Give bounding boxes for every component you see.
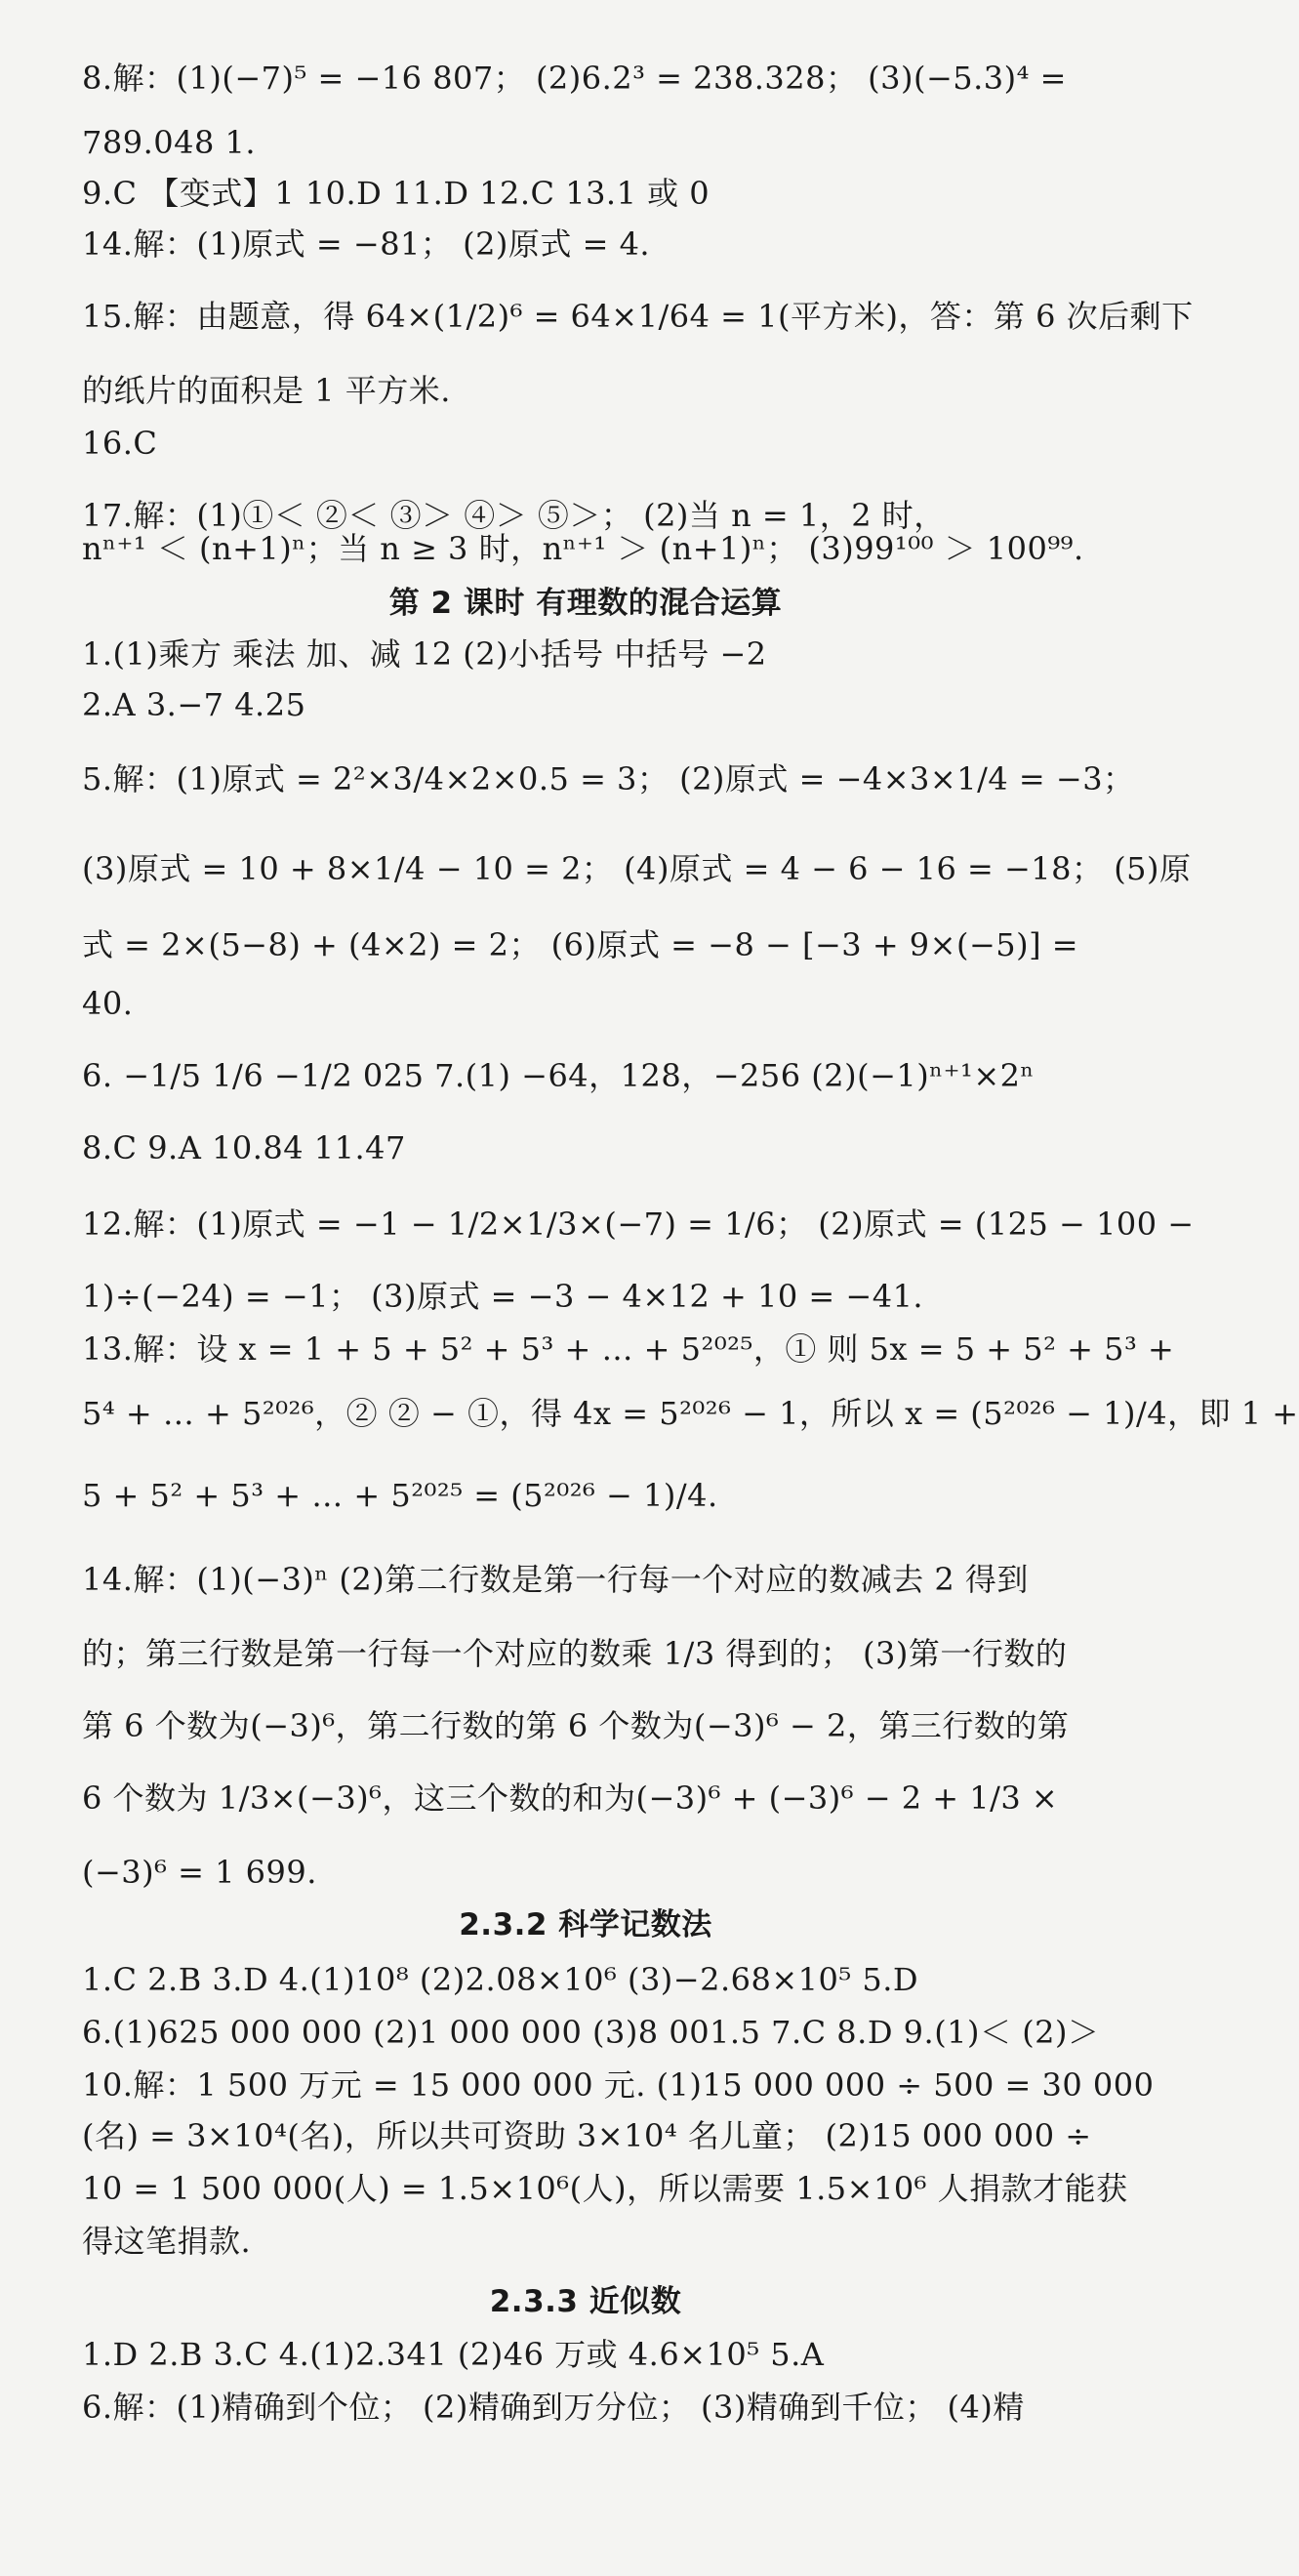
text-line: 1.D 2.B 3.C 4.(1)2.341 (2)46 万或 4.6×10⁵ 5.A [82,2336,825,2373]
text-line: 1.C 2.B 3.D 4.(1)10⁸ (2)2.08×10⁶ (3)−2.68×10⁵ 5.D [82,1961,919,1998]
text-line: nⁿ⁺¹ ＜ (n+1)ⁿ；当 n ≥ 3 时，nⁿ⁺¹ ＞ (n+1)ⁿ； (3)99¹⁰⁰ ＞ 100⁹⁹. [82,530,1084,567]
text-line: 13.解：设 x = 1 + 5 + 5² + 5³ + … + 5²⁰²⁵，① 则 5x = 5 + 5² + 5³ + [82,1330,1175,1368]
text-line: (−3)⁶ = 1 699. [82,1854,317,1891]
text-line: 2.A 3.−7 4.25 [82,686,306,723]
text-line: 10 = 1 500 000(人) = 1.5×10⁶(人)，所以需要 1.5×10⁶ 人捐款才能获 [82,2170,1128,2207]
text-line: 第 6 个数为(−3)⁶，第二行数的第 6 个数为(−3)⁶ − 2，第三行数的第 [82,1707,1070,1744]
text-line: 5⁴ + … + 5²⁰²⁶，② ② − ①，得 4x = 5²⁰²⁶ − 1，所以 x = (5²⁰²⁶ − 1)/4，即 1 + [82,1395,1299,1432]
text-line: (3)原式 = 10 + 8×1/4 − 10 = 2； (4)原式 = 4 − 6 − 16 = −18； (5)原 [82,850,1192,887]
text-line: 15.解：由题意，得 64×(1/2)⁶ = 64×1/64 = 1(平方米)，答：第 6 次后剩下 [82,298,1194,335]
text-line: 6.解：(1)精确到个位； (2)精确到万分位； (3)精确到千位； (4)精 [82,2389,1025,2426]
text-line: 14.解：(1)(−3)ⁿ (2)第二行数是第一行每一个对应的数减去 2 得到 [82,1561,1029,1598]
text-line: 6. −1/5 1/6 −1/2 025 7.(1) −64，128，−256 (2)(−1)ⁿ⁺¹×2ⁿ [82,1057,1035,1094]
text-line: 6 个数为 1/3×(−3)⁶，这三个数的和为(−3)⁶ + (−3)⁶ − 2 + 1/3 × [82,1779,1059,1817]
text-line: 式 = 2×(5−8) + (4×2) = 2； (6)原式 = −8 − [−3 + 9×(−5)] = [82,926,1079,963]
text-line: 17.解：(1)①＜ ②＜ ③＞ ④＞ ⑤＞； (2)当 n = 1，2 时， [82,497,946,534]
text-line: 14.解：(1)原式 = −81； (2)原式 = 4. [82,225,651,263]
section-heading: 2.3.3 近似数 [489,2284,682,2319]
section-heading: 2.3.2 科学记数法 [459,1907,712,1942]
text-line: 16.C [82,425,158,462]
text-line: 8.解：(1)(−7)⁵ = −16 807； (2)6.2³ = 238.328； (3)(−5.3)⁴ = [82,60,1067,97]
text-line: 10.解：1 500 万元 = 15 000 000 元. (1)15 000 000 ÷ 500 = 30 000 [82,2066,1155,2104]
text-line: 得这笔捐款. [82,2223,252,2260]
text-line: (名) = 3×10⁴(名)，所以共可资助 3×10⁴ 名儿童； (2)15 000 000 ÷ [82,2117,1092,2154]
text-line: 1.(1)乘方 乘法 加、减 12 (2)小括号 中括号 −2 [82,635,767,673]
text-line: 5.解：(1)原式 = 2²×3/4×2×0.5 = 3； (2)原式 = −4×3×1/4 = −3； [82,760,1135,797]
text-line: 9.C 【变式】1 10.D 11.D 12.C 13.1 或 0 [82,175,710,212]
text-line: 6.(1)625 000 000 (2)1 000 000 (3)8 001.5 7.C 8.D 9.(1)＜ (2)＞ [82,2014,1100,2051]
section-heading: 第 2 课时 有理数的混合运算 [388,586,783,621]
text-line: 1)÷(−24) = −1； (3)原式 = −3 − 4×12 + 10 = −41. [82,1278,924,1315]
text-line: 的；第三行数是第一行每一个对应的数乘 1/3 得到的； (3)第一行数的 [82,1635,1068,1672]
text-line: 8.C 9.A 10.84 11.47 [82,1129,406,1166]
text-line: 40. [82,985,134,1022]
text-line: 789.048 1. [82,124,257,161]
text-line: 12.解：(1)原式 = −1 − 1/2×1/3×(−7) = 1/6； (2)原式 = (125 − 100 − [82,1206,1195,1243]
text-line: 的纸片的面积是 1 平方米. [82,372,451,409]
text-line: 5 + 5² + 5³ + … + 5²⁰²⁵ = (5²⁰²⁶ − 1)/4. [82,1477,718,1514]
